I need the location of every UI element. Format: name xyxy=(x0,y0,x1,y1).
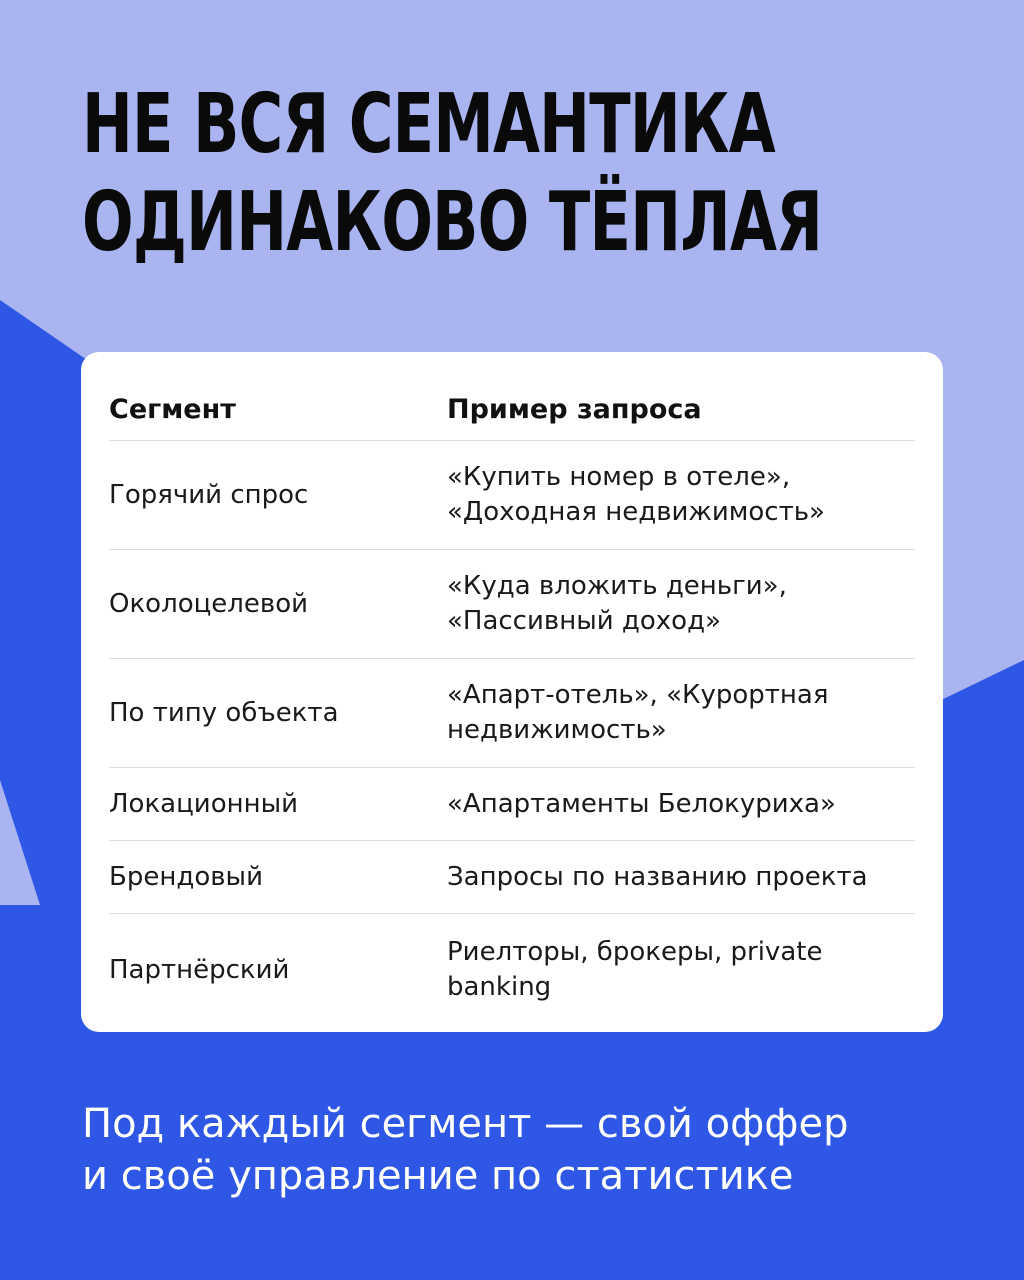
example-cell: Запросы по названию проекта xyxy=(447,861,868,892)
example-cell: «Куда вложить деньги», «Пассивный доход» xyxy=(447,571,787,636)
header-segment: Сегмент xyxy=(109,393,236,425)
header-example: Пример запроса xyxy=(447,393,702,425)
example-cell: Риелторы, брокеры, private banking xyxy=(447,937,823,1002)
segment-cell: Локационный xyxy=(109,788,299,819)
segments-table-card xyxy=(81,352,943,1032)
table-row xyxy=(109,441,915,550)
segment-cell: Партнёрский xyxy=(109,954,290,985)
footer-caption xyxy=(82,1098,848,1202)
table-header xyxy=(109,378,915,441)
example-cell: «Апарт-отель», «Курортная недвижимость» xyxy=(447,680,829,745)
footer-line-2: и своё управление по статистике xyxy=(82,1153,794,1199)
segment-cell: Брендовый xyxy=(109,861,263,892)
footer-line-1: Под каждый сегмент — свой оффер xyxy=(82,1101,849,1147)
page-title xyxy=(82,76,822,272)
table-row xyxy=(109,550,915,659)
example-cell: «Купить номер в отеле», «Доходная недвижимость» xyxy=(447,462,825,527)
example-cell: «Апартаменты Белокуриха» xyxy=(447,788,836,819)
segment-cell: Горячий спрос xyxy=(109,479,309,510)
table-row xyxy=(109,914,915,1026)
title-line-2: ОДИНАКОВО ТЁПЛАЯ xyxy=(82,175,823,270)
table-row xyxy=(109,841,915,914)
table-row xyxy=(109,768,915,841)
segment-cell: По типу объекта xyxy=(109,697,339,728)
segment-cell: Околоцелевой xyxy=(109,588,309,619)
title-line-1: НЕ ВСЯ СЕМАНТИКА xyxy=(82,77,776,172)
table-row xyxy=(109,659,915,768)
